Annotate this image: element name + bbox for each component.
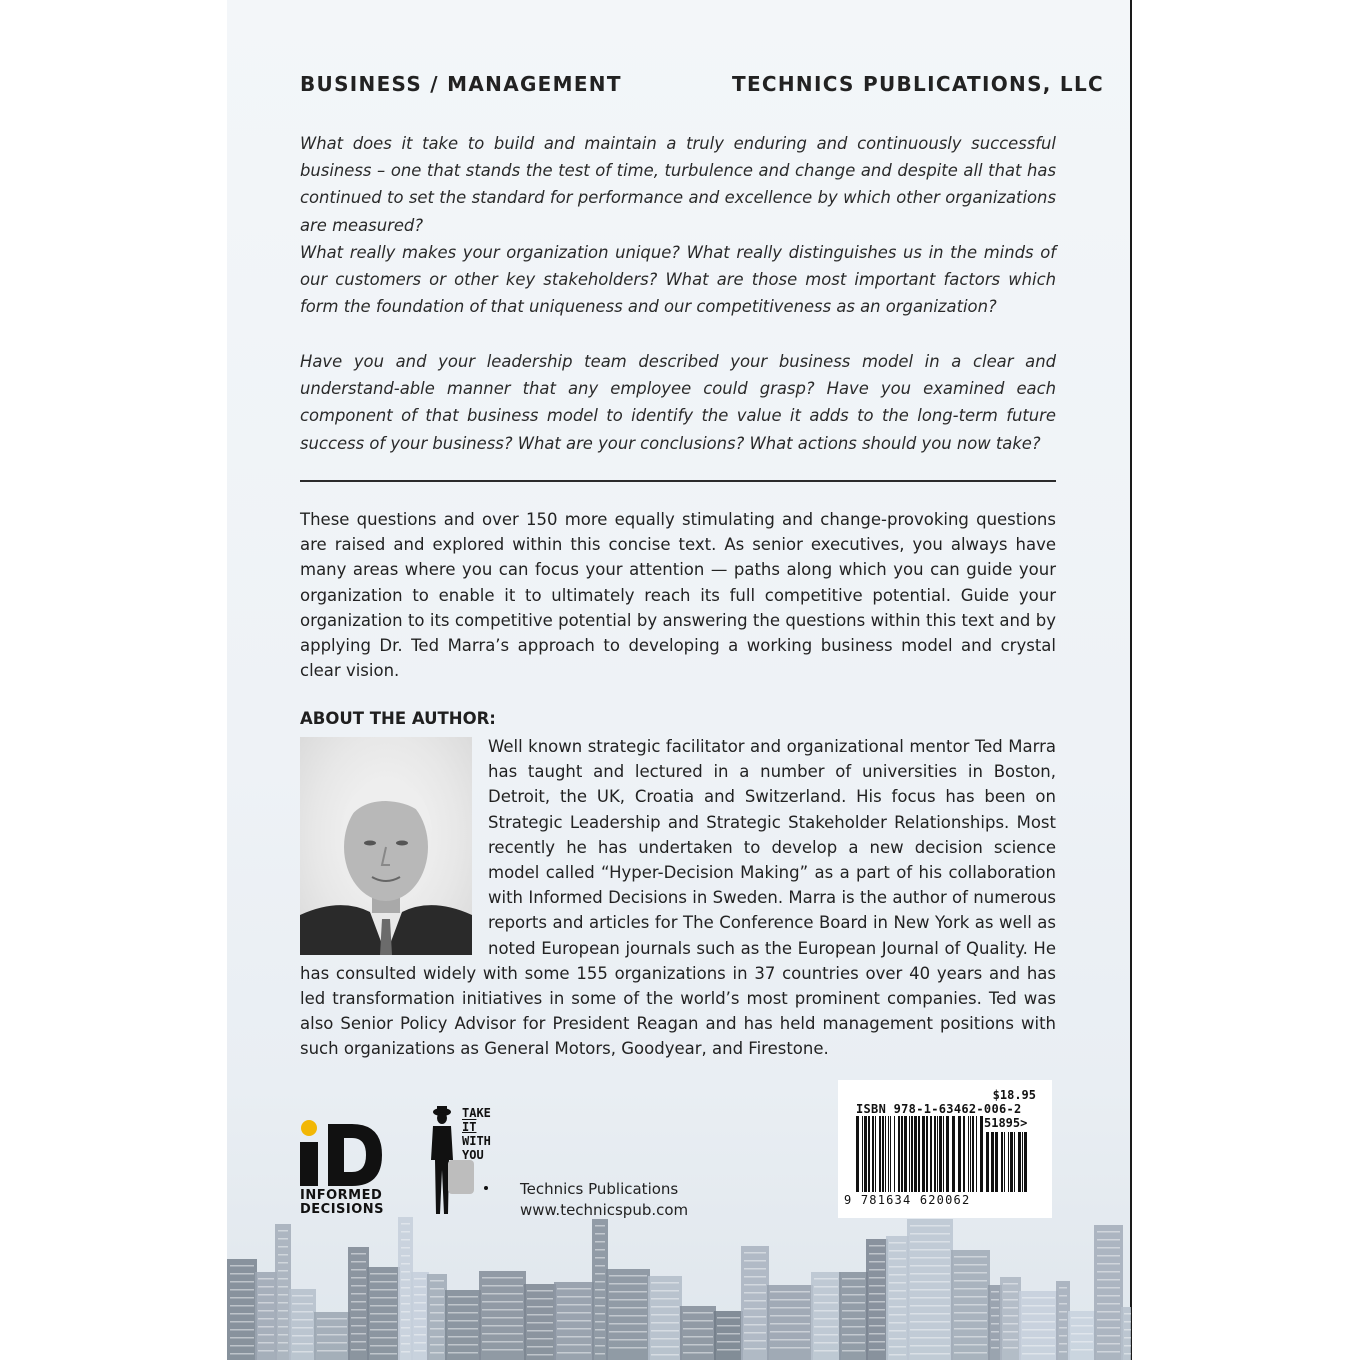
about-author-heading: ABOUT THE AUTHOR: bbox=[300, 709, 496, 728]
city-skyline-image bbox=[227, 1205, 1131, 1360]
ean-digits: 9 781634 620062 bbox=[844, 1193, 971, 1207]
price-label: $18.95 bbox=[992, 1088, 1036, 1102]
category-label: BUSINESS / MANAGEMENT bbox=[300, 72, 622, 96]
question-paragraph-3: Have you and your leadership team described your business model in a clear and understand-able manner that any employee could grasp? Have you examined each component of that business model to identify the value it adds to the long-term future success of your business? What are your conclusions? What actions should you now take? bbox=[300, 352, 1056, 453]
author-photo bbox=[300, 737, 472, 955]
isbn-label: ISBN 978-1-63462-006-2 bbox=[856, 1102, 1022, 1116]
publisher-website: www.technicspub.com bbox=[520, 1201, 689, 1219]
question-paragraph-1: What does it take to build and maintain a truly enduring and continuously successful business – one that stands the test of time, turbulence and change and despite all that has continued to set the standard for performance and excellence by which other organizations are measured? bbox=[300, 134, 1056, 235]
author-bio-text: Well known strategic facilitator and organizational mentor Ted Marra has taught and lectured in a number of universities in Boston, Detroit, the UK, Croatia and Switzerland. His focus has been on Strategic Leadership and Strategic Stakeholder Relationships. Most recently he has undertaken to develop a new decision science model called “Hyper-Decision Making” as a part of his collaboration with Informed Decisions in Sweden. Marra is the author of numerous reports and articles for The Conference Board in New York as well as noted European journals such as the European Journal of Quality. He has consulted widely with some 155 organizations in 37 countries over 40 years and has led transformation initiatives in some of the world’s most prominent companies. Ted was also Senior Policy Advisor for President Reagan and has held management positions with such organizations as General Motors, Goodyear, and Firestone. bbox=[300, 737, 1056, 1059]
spine-edge bbox=[1130, 0, 1132, 1360]
ean-barcode bbox=[856, 1116, 984, 1192]
yellow-dot-icon bbox=[301, 1120, 317, 1136]
price-addon-label: 51895> bbox=[984, 1116, 1028, 1130]
divider-rule bbox=[300, 480, 1056, 482]
question-paragraph-2: What really makes your organization unique? What really distinguishes us in the minds of our customers or other key stakeholders? What are those most important factors which form the foundation of that uniqueness and our competitiveness as an organization? bbox=[300, 243, 1056, 317]
publisher-name: Technics Publications bbox=[520, 1180, 679, 1198]
informed-decisions-caption: INFORMED DECISIONS bbox=[300, 1188, 385, 1217]
take-it-with-you-text: TAKE IT WITH YOU bbox=[462, 1106, 491, 1162]
barcode-panel bbox=[838, 1080, 1052, 1218]
addon-barcode bbox=[986, 1132, 1036, 1192]
summary-paragraph: These questions and over 150 more equally stimulating and change-provoking questions are raised and explored within this concise text. As senior executives, you always have many areas where you can focus your attention — paths along which you can guide your organization to enable it to ultimately reach its full competitive potential. Guide your organization to its competitive potential by answering the questions within this text and by applying Dr. Ted Marra’s approach to developing a working business model and crystal clear vision. bbox=[300, 510, 1056, 681]
publisher-label: TECHNICS PUBLICATIONS, LLC bbox=[732, 72, 1105, 96]
author-bio bbox=[300, 734, 1056, 1062]
